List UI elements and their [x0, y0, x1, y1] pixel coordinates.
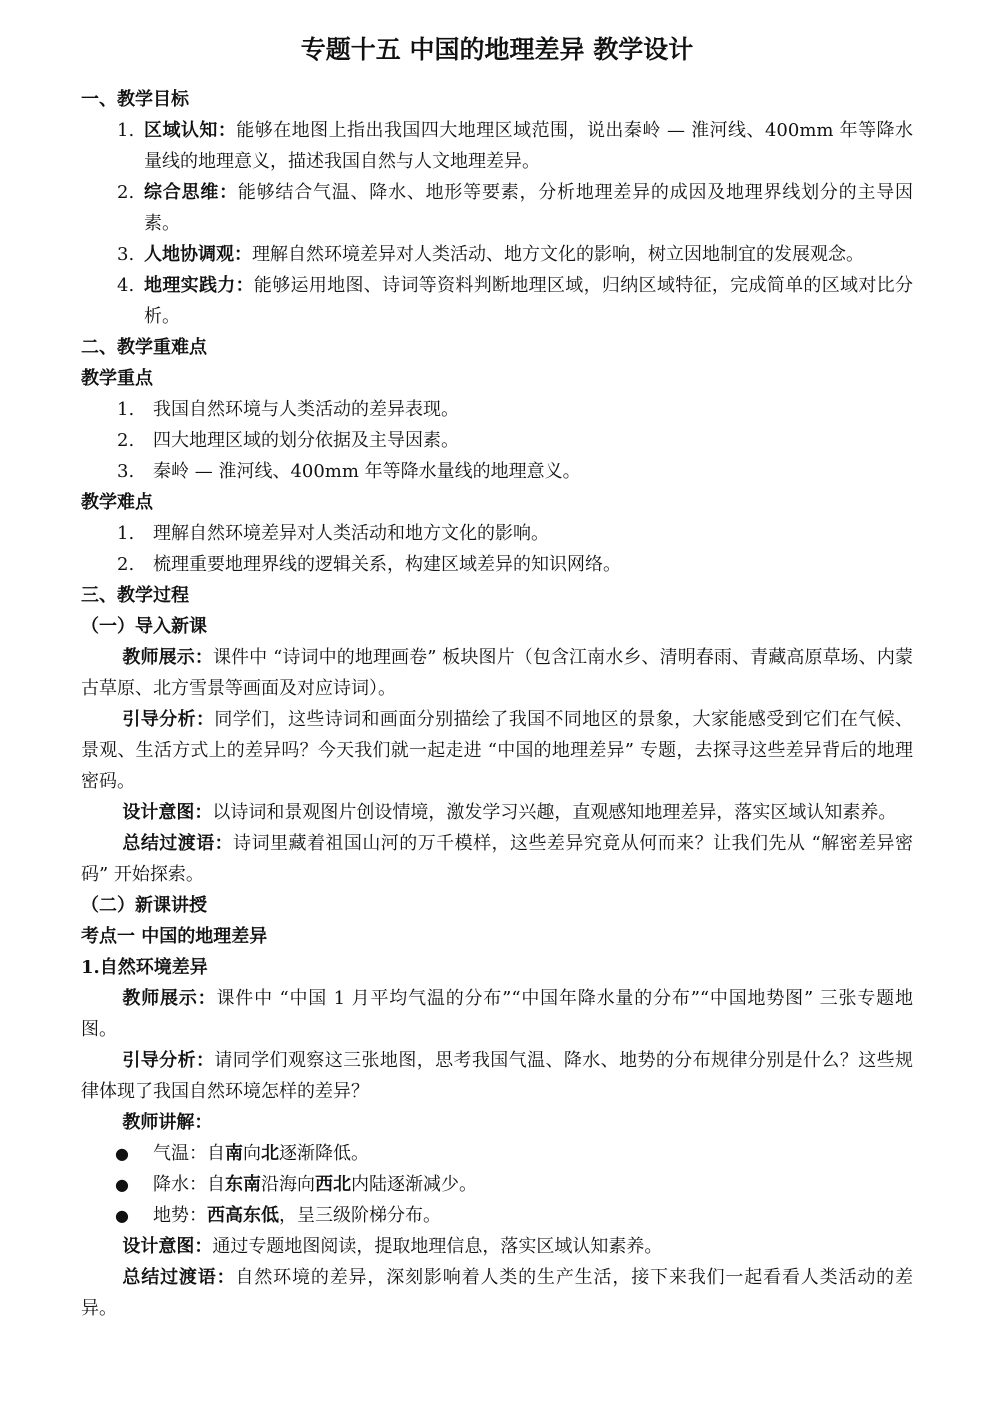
- item-text: 理解自然环境差异对人类活动、地方文化的影响，树立因地制宜的发展观念。: [252, 244, 864, 265]
- para-text: 以诗词和景观图片创设情境，激发学习兴趣，直观感知地理差异，落实区域认知素养。: [212, 802, 897, 823]
- bullet-emphasis: 北: [261, 1143, 279, 1164]
- paragraph-guide-maps: [81, 1045, 913, 1107]
- list-item: [81, 425, 913, 456]
- section-heading-process: 三、教学过程: [81, 585, 189, 606]
- item-text: 理解自然环境差异对人类活动和地方文化的影响。: [153, 523, 549, 544]
- paragraph-summary: [81, 828, 913, 890]
- para-label: 设计意图：: [122, 802, 213, 823]
- list-item: [81, 1138, 913, 1169]
- item-label: 综合思维：: [144, 182, 238, 203]
- item-text: 能够结合气温、降水、地形等要素，分析地理差异的成因及地理界线划分的主导因素。: [144, 182, 913, 234]
- bullet-text: 气温：自: [153, 1143, 225, 1164]
- item-number: 3.: [117, 461, 135, 482]
- para-text: 同学们，这些诗词和画面分别描绘了我国不同地区的景象，大家能感受到它们在气候、景观、生活方式上的差异吗？今天我们就一起走进 “中国的地理差异” 专题，去探寻这些差异背后的地理密码。: [81, 709, 914, 792]
- bullet-text: 内陆逐渐减少。: [351, 1174, 477, 1195]
- para-label: 教师展示：: [122, 647, 213, 668]
- explain-bullets: [81, 1138, 913, 1231]
- para-text: 请同学们观察这三张地图，思考我国气温、降水、地势的分布规律分别是什么？这些规律体现了我国自然环境怎样的差异？: [81, 1050, 914, 1102]
- item-number: 3.: [117, 244, 135, 265]
- paragraph-design-maps: [81, 1231, 913, 1262]
- bullet-emphasis: 南: [225, 1143, 243, 1164]
- item-number: 2.: [117, 554, 135, 575]
- paragraph-teacher-show-maps: [81, 983, 913, 1045]
- list-item: [81, 115, 913, 177]
- bullet-text: 逐渐降低。: [279, 1143, 369, 1164]
- para-label: 设计意图：: [122, 1236, 213, 1257]
- para-label: 总结过渡语：: [122, 1267, 236, 1288]
- item-text: 秦岭 — 淮河线、400mm 年等降水量线的地理意义。: [153, 461, 581, 482]
- objectives-list: [81, 115, 913, 332]
- para-label: 教师讲解：: [122, 1112, 213, 1133]
- paragraph-design: [81, 797, 913, 828]
- key-points-heading: 教学重点: [81, 368, 153, 389]
- subsection-heading-natural: 1.自然环境差异: [81, 957, 208, 978]
- item-text: 梳理重要地理界线的逻辑关系，构建区域差异的知识网络。: [153, 554, 621, 575]
- bullet-text: 向: [243, 1143, 261, 1164]
- list-item: [81, 239, 913, 270]
- list-item: [81, 270, 913, 332]
- item-label: 区域认知：: [144, 120, 237, 141]
- item-label: 人地协调观：: [144, 244, 252, 265]
- item-text: 能够在地图上指出我国四大地理区域范围，说出秦岭 — 淮河线、400mm 年等降水量线的地理意义，描述我国自然与人文地理差异。: [144, 120, 914, 172]
- item-number: 2.: [117, 430, 135, 451]
- list-item: [81, 394, 913, 425]
- item-number: 1.: [117, 120, 135, 141]
- item-text: 四大地理区域的划分依据及主导因素。: [153, 430, 459, 451]
- list-item: [81, 177, 913, 239]
- para-text: 诗词里藏着祖国山河的万千模样，这些差异究竟从何而来？让我们先从 “解密差异密码” 开始探索。: [81, 833, 914, 885]
- list-item: [81, 1169, 913, 1200]
- paragraph-guide: [81, 704, 913, 797]
- list-item: [81, 1200, 913, 1231]
- item-label: 地理实践力：: [144, 275, 254, 296]
- paragraph-summary-maps: [81, 1262, 913, 1324]
- difficult-points-heading: 教学难点: [81, 492, 153, 513]
- bullet-icon: ●: [115, 1206, 129, 1225]
- paragraph-teacher-show: [81, 642, 913, 704]
- difficult-points-list: [81, 518, 913, 580]
- paragraph-explain-label: [81, 1107, 913, 1138]
- para-label: 引导分析：: [122, 1050, 215, 1071]
- list-item: [81, 456, 913, 487]
- bullet-text: ，呈三级阶梯分布。: [279, 1205, 441, 1226]
- para-text: 课件中 “中国 1 月平均气温的分布”“中国年降水量的分布”“中国地势图” 三张专题地图。: [81, 988, 913, 1040]
- bullet-text: 降水：自: [153, 1174, 225, 1195]
- document-title: 专题十五 中国的地理差异 教学设计: [300, 35, 694, 64]
- item-text: 我国自然环境与人类活动的差异表现。: [153, 399, 459, 420]
- part-heading-new-lesson: （二）新课讲授: [81, 895, 207, 916]
- item-number: 2.: [117, 182, 135, 203]
- bullet-icon: ●: [115, 1144, 129, 1163]
- bullet-emphasis: 东南: [225, 1174, 261, 1195]
- para-text: 通过专题地图阅读，提取地理信息，落实区域认知素养。: [212, 1236, 663, 1257]
- exam-point-heading: 考点一 中国的地理差异: [81, 926, 268, 947]
- bullet-emphasis: 西北: [315, 1174, 351, 1195]
- bullet-text: 沿海向: [261, 1174, 315, 1195]
- bullet-emphasis: 西高东低: [207, 1205, 279, 1226]
- key-points-list: [81, 394, 913, 487]
- para-text: 课件中 “诗词中的地理画卷” 板块图片（包含江南水乡、清明春雨、青藏高原草场、内蒙古草原、北方雪景等画面及对应诗词）。: [81, 647, 914, 699]
- para-text: 自然环境的差异，深刻影响着人类的生产生活，接下来我们一起看看人类活动的差异。: [81, 1267, 914, 1319]
- item-number: 4.: [117, 275, 135, 296]
- item-number: 1.: [117, 399, 135, 420]
- list-item: [81, 549, 913, 580]
- section-heading-key-difficult: 二、教学重难点: [81, 337, 207, 358]
- bullet-icon: ●: [115, 1175, 129, 1194]
- para-label: 引导分析：: [122, 709, 215, 730]
- item-text: 能够运用地图、诗词等资料判断地理区域，归纳区域特征，完成简单的区域对比分析。: [144, 275, 913, 327]
- para-label: 教师展示：: [122, 988, 217, 1009]
- section-heading-objectives: 一、教学目标: [81, 89, 189, 110]
- para-label: 总结过渡语：: [122, 833, 234, 854]
- bullet-text: 地势：: [153, 1205, 207, 1226]
- item-number: 1.: [117, 523, 135, 544]
- list-item: [81, 518, 913, 549]
- part-heading-intro: （一）导入新课: [81, 616, 207, 637]
